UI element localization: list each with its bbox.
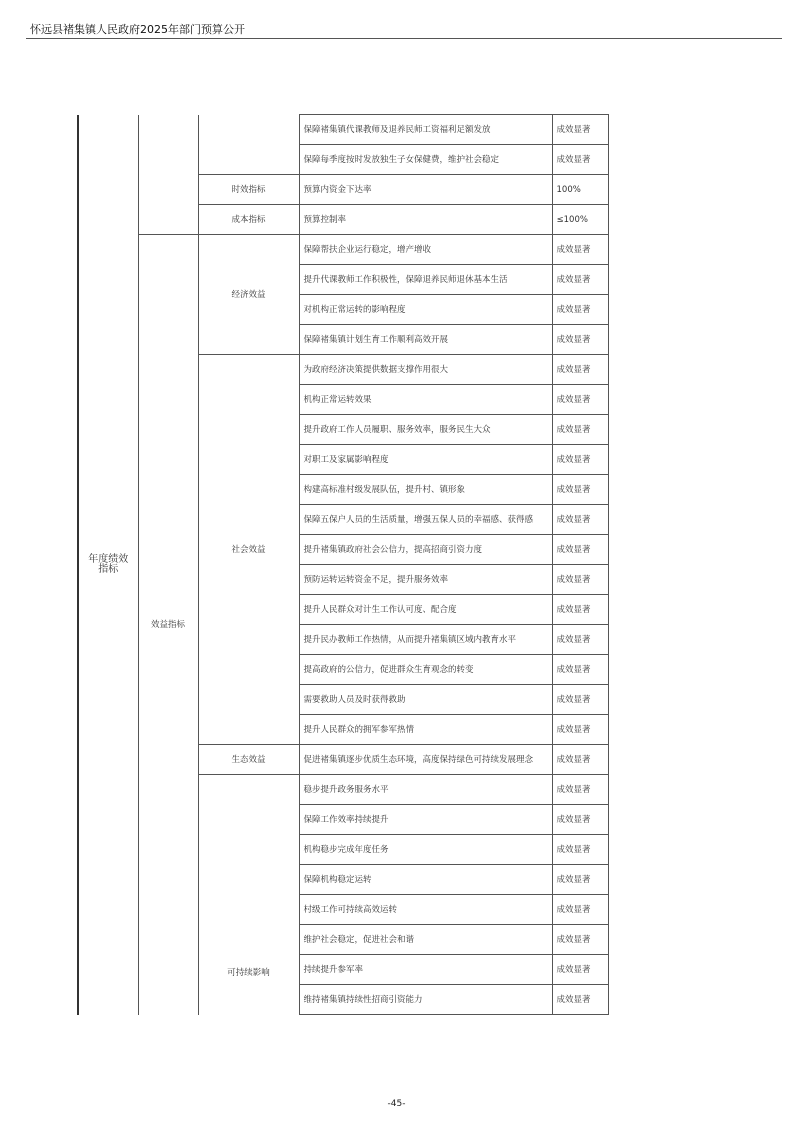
indicator-description-cell: 促进褚集镇逐步优质生态环境，高度保持绿色可持续发展理念 <box>299 745 552 775</box>
indicator-description-cell: 需要救助人员及时获得救助 <box>299 685 552 715</box>
indicator-value-cell: 成效显著 <box>552 745 608 775</box>
indicator-description-cell: 保障五保户人员的生活质量，增强五保人员的幸福感、获得感 <box>299 505 552 535</box>
indicator-value-cell: 成效显著 <box>552 145 608 175</box>
indicator-description-cell: 维护社会稳定，促进社会和谐 <box>299 925 552 955</box>
indicator-description-cell: 保障机构稳定运转 <box>299 865 552 895</box>
indicator-description-cell: 对职工及家属影响程度 <box>299 445 552 475</box>
table-row <box>78 115 608 145</box>
indicator-value-cell: 成效显著 <box>552 895 608 925</box>
category-level2-output-cell <box>138 115 198 235</box>
indicator-description-cell: 机构正常运转效果 <box>299 385 552 415</box>
indicator-value-cell: 成效显著 <box>552 685 608 715</box>
indicator-value-cell: 成效显著 <box>552 985 608 1015</box>
category-level1-cell: 年度绩效 指标 <box>78 115 138 1015</box>
indicator-description-cell: 提高政府的公信力，促进群众生育观念的转变 <box>299 655 552 685</box>
category-level3-cell: 时效指标 <box>198 175 299 205</box>
indicator-value-cell: 成效显著 <box>552 865 608 895</box>
indicator-description-cell: 机构稳步完成年度任务 <box>299 835 552 865</box>
indicator-description-cell: 维持褚集镇持续性招商引资能力 <box>299 985 552 1015</box>
indicator-value-cell: 成效显著 <box>552 115 608 145</box>
indicator-description-cell: 预算控制率 <box>299 205 552 235</box>
indicator-value-cell: 成效显著 <box>552 565 608 595</box>
page-number: -45- <box>387 1099 406 1109</box>
indicator-value-cell: ≤100% <box>552 205 608 235</box>
indicator-value-cell: 成效显著 <box>552 355 608 385</box>
indicator-description-cell: 提升人民群众的拥军参军热情 <box>299 715 552 745</box>
indicator-value-cell: 成效显著 <box>552 805 608 835</box>
performance-indicator-table <box>77 114 609 1015</box>
indicator-description-cell: 提升人民群众对计生工作认可度、配合度 <box>299 595 552 625</box>
indicator-value-cell: 成效显著 <box>552 835 608 865</box>
indicator-value-cell: 成效显著 <box>552 535 608 565</box>
indicator-description-cell: 保障帮扶企业运行稳定，增产增收 <box>299 235 552 265</box>
indicator-description-cell: 提升褚集镇政府社会公信力，提高招商引资力度 <box>299 535 552 565</box>
category-level3-cell: 可持续影响 <box>198 775 299 1015</box>
indicator-description-cell: 保障褚集镇代课教师及退养民师工资福利足额发放 <box>299 115 552 145</box>
category-level3-cell: 生态效益 <box>198 745 299 775</box>
indicator-value-cell: 成效显著 <box>552 295 608 325</box>
indicator-value-cell: 成效显著 <box>552 655 608 685</box>
indicator-value-cell: 成效显著 <box>552 445 608 475</box>
indicator-description-cell: 村级工作可持续高效运转 <box>299 895 552 925</box>
indicator-description-cell: 预算内资金下达率 <box>299 175 552 205</box>
indicator-value-cell: 成效显著 <box>552 955 608 985</box>
indicator-value-cell: 成效显著 <box>552 475 608 505</box>
indicator-value-cell: 成效显著 <box>552 925 608 955</box>
indicator-description-cell: 保障工作效率持续提升 <box>299 805 552 835</box>
category-level3-cell: 经济效益 <box>198 235 299 355</box>
indicator-value-cell: 成效显著 <box>552 265 608 295</box>
indicator-description-cell: 提升代课教师工作积极性，保障退养民师退休基本生活 <box>299 265 552 295</box>
header-divider <box>26 38 782 39</box>
indicator-value-cell: 成效显著 <box>552 715 608 745</box>
indicator-value-cell: 成效显著 <box>552 415 608 445</box>
indicator-description-cell: 构建高标准村级发展队伍，提升村、镇形象 <box>299 475 552 505</box>
category-level2-effect-cell: 效益指标 <box>138 235 198 1015</box>
indicator-description-cell: 预防运转运转资金不足，提升服务效率 <box>299 565 552 595</box>
indicator-description-cell: 对机构正常运转的影响程度 <box>299 295 552 325</box>
indicator-value-cell: 成效显著 <box>552 325 608 355</box>
indicator-description-cell: 为政府经济决策提供数据支撑作用很大 <box>299 355 552 385</box>
indicator-value-cell: 成效显著 <box>552 625 608 655</box>
category-level3-cell: 成本指标 <box>198 205 299 235</box>
indicator-description-cell: 持续提升参军率 <box>299 955 552 985</box>
indicator-description-cell: 提升政府工作人员履职、服务效率，服务民生大众 <box>299 415 552 445</box>
indicator-value-cell: 成效显著 <box>552 235 608 265</box>
indicator-value-cell: 成效显著 <box>552 505 608 535</box>
indicator-description-cell: 保障每季度按时发放独生子女保健费，维护社会稳定 <box>299 145 552 175</box>
indicator-description-cell: 稳步提升政务服务水平 <box>299 775 552 805</box>
indicator-value-cell: 成效显著 <box>552 775 608 805</box>
category-level3-cell: 社会效益 <box>198 355 299 745</box>
indicator-value-cell: 100% <box>552 175 608 205</box>
table-row <box>78 235 608 265</box>
category-level3-quality-cell <box>198 115 299 175</box>
page-header-title: 怀远县褚集镇人民政府2025年部门预算公开 <box>30 23 245 36</box>
indicator-description-cell: 提升民办教师工作热情，从而提升褚集镇区域内教育水平 <box>299 625 552 655</box>
indicator-description-cell: 保障褚集镇计划生育工作顺利高效开展 <box>299 325 552 355</box>
indicator-value-cell: 成效显著 <box>552 385 608 415</box>
indicator-value-cell: 成效显著 <box>552 595 608 625</box>
